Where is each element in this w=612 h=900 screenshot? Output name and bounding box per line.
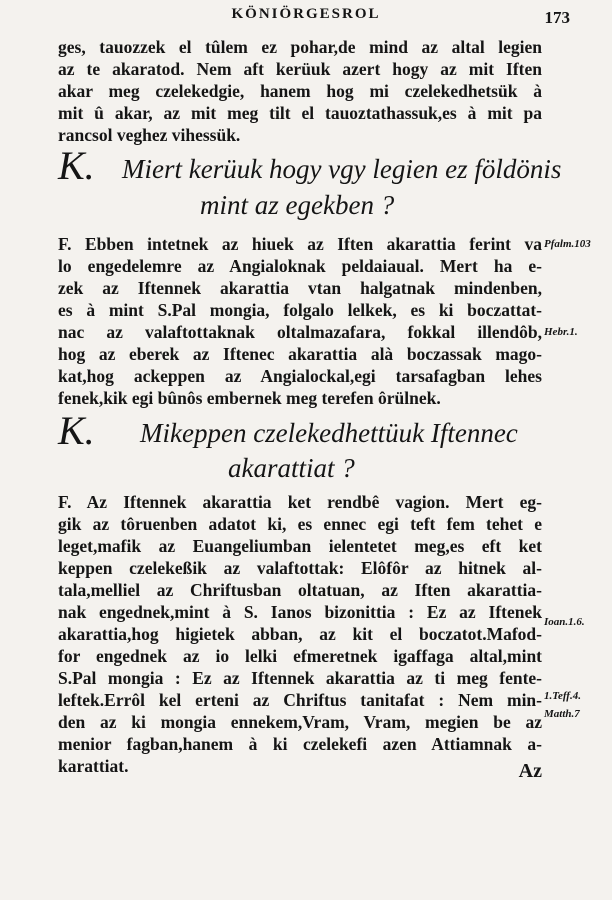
text-line: hog az eberek az Iftenec akarattia alà boczassak mago- bbox=[58, 344, 542, 364]
question-heading: Miert kerüuk hogy vgy legien ez földönis bbox=[122, 154, 562, 184]
text-line: F. Ebben intetnek az hiuek az Iften akarattia ferint va bbox=[58, 234, 542, 254]
text-line: mit û akar, az mit meg tilt el tauoztathassuk,es à mit pa bbox=[58, 103, 542, 123]
page-number: 173 bbox=[544, 8, 570, 27]
margin-note-hebr: Hebr.1. bbox=[544, 326, 578, 338]
text-line: kat,hog ackeppen az Angialockal,egi tarsafagban lehes bbox=[58, 366, 542, 386]
text-line: tala,melliel az Chriftusban oltatuan, az Iften akarattia- bbox=[58, 580, 542, 600]
margin-note-psalm: Pfalm.103 bbox=[544, 238, 591, 250]
text-line: nac az valaftottaknak oltalmazafara, fokkal illendôb, bbox=[58, 322, 542, 342]
question-heading: Mikeppen czelekedhettüuk Iftennec bbox=[140, 418, 518, 448]
text-line: zek az Iftennek akarattia vtan halgatnak mindenben, bbox=[58, 278, 542, 298]
catchword: Az bbox=[518, 760, 542, 782]
text-line: gik az tôruenben adatot ki, es ennec egi teft fem tehet e bbox=[58, 514, 542, 534]
text-line: leget,mafik az Euangeliumban ielentetet meg,es eft ket bbox=[58, 536, 542, 556]
text-line: rancsol veghez vihessük. bbox=[58, 125, 241, 145]
question-marker: K. bbox=[58, 408, 95, 453]
text-line: karattiat. bbox=[58, 756, 129, 776]
text-line: leftek.Errôl kel erteni az Chriftus tanitafat : Nem min- bbox=[58, 690, 542, 710]
text-line: for engednek az io lelki efmeretnek igaffaga altal,mint bbox=[58, 646, 542, 666]
text-line: fenek,kik egi bûnôs embernek meg terefen ôrülnek. bbox=[58, 388, 441, 408]
text-line: ges, tauozzek el tûlem ez pohar,de mind az altal legien bbox=[58, 37, 542, 57]
margin-note-thess: 1.Teff.4. bbox=[544, 690, 581, 702]
text-line: keppen czelekeßik az valaftottak: Elôfôr az hitnek al- bbox=[58, 558, 542, 578]
question-heading: mint az egekben ? bbox=[200, 190, 395, 220]
margin-note-matth: Matth.7 bbox=[544, 708, 580, 720]
question-marker: K. bbox=[58, 143, 95, 188]
text-line: es à mint S.Pal mongia, folgalo lelkek, es ki boczattat- bbox=[58, 300, 542, 320]
question-heading: akarattiat ? bbox=[228, 453, 355, 483]
text-line: nak engednek,mint à S. Ianos bizonittia : Ez az Iftenek bbox=[58, 602, 542, 622]
margin-note-ioan: Ioan.1.6. bbox=[544, 616, 585, 628]
running-head: KÖNIÖRGESROL bbox=[231, 6, 381, 22]
text-line: F. Az Iftennek akarattia ket rendbê vagion. Mert eg- bbox=[58, 492, 542, 512]
text-line: den az ki mongia ennekem,Vram, Vram, megien be az bbox=[58, 712, 542, 732]
text-line: az te akaratod. Nem aft kerüuk azert hogy az mit Iften bbox=[58, 59, 542, 79]
text-line: menior fagban,hanem à ki czelekefi azen Attiamnak a- bbox=[58, 734, 542, 754]
text-line: akarattia,hog higietek abban, az kit el boczatot.Mafod- bbox=[58, 624, 542, 644]
text-line: akar meg czelekedgie, hanem hog mi czelekedhetsük à bbox=[58, 81, 542, 101]
text-line: S.Pal mongia : Ez az Iftennek akarattia az ti meg fente- bbox=[58, 668, 542, 688]
text-line: lo engedelemre az Angialoknak peldaiaual. Mert ha e- bbox=[58, 256, 542, 276]
